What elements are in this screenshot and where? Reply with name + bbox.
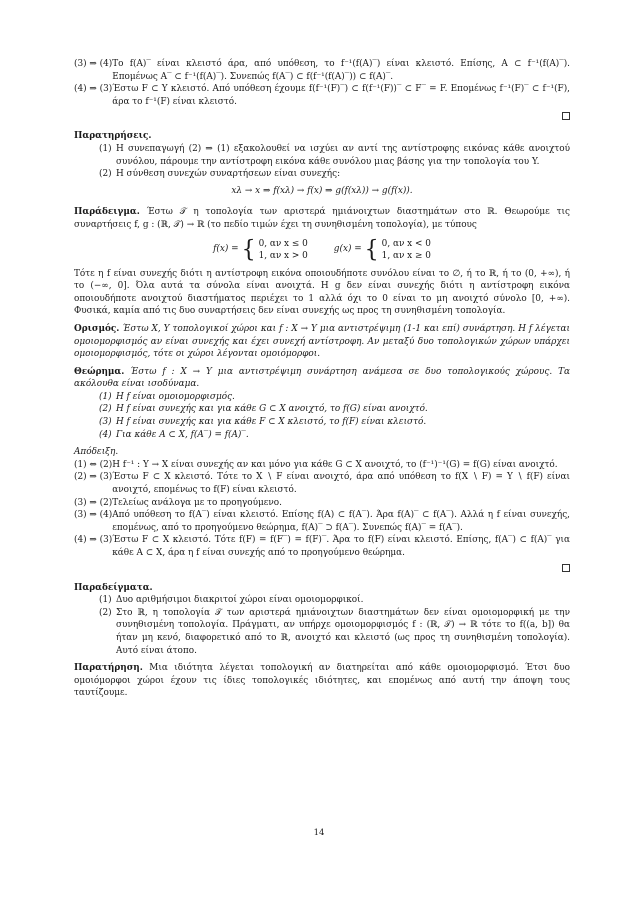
item-text: Η f είναι συνεχής και για κάθε F ⊂ X κλειστό, το f(F) είναι κλειστό. [116, 417, 427, 428]
step-text: Έστω F ⊂ Y κλειστό. Από υπόθεση έχουμε f(f⁻¹(F)‾) ⊂ f(f⁻¹(F))‾ ⊂ F‾ = F. Επομένως f⁻¹(F)‾ ⊂ f⁻¹(F), άρα το f⁻¹(F) είναι κλειστό. [112, 84, 570, 107]
list-item [74, 143, 570, 168]
item-text: Η f είναι συνεχής και για κάθε G ⊂ X ανοιχτό, το f(G) είναι ανοιχτό. [116, 404, 428, 415]
proof-heading: Απόδειξη. [74, 447, 119, 458]
step-label: (3) ⇒ (4) [74, 510, 113, 521]
step-text: Έστω F ⊂ X κλειστό. Τότε f(F) = f(F‾) = f(F)‾. Άρα το f(F) είναι κλειστό. Επίσης, f(A‾) ⊂ f(A)‾ για κάθε A ⊂ X, άρα η f είναι συνεχής από το προηγούμενο θεώρημα. [112, 535, 570, 558]
page-number: 14 [313, 828, 325, 838]
item-number: (2) [99, 404, 112, 415]
item-number: (3) [99, 417, 112, 428]
proof-step [74, 471, 570, 496]
f-definition [213, 235, 308, 263]
final-remark-paragraph [74, 662, 570, 700]
case-line: 0, αν x < 0 [381, 238, 431, 249]
item-text: Η σύνθεση συνεχών συναρτήσεων είναι συνεχής: [116, 169, 341, 180]
proof-step [74, 459, 570, 472]
page-body [74, 58, 570, 700]
brace-icon: { [364, 235, 379, 263]
qed-mark [74, 564, 570, 576]
f-lhs: f(x) = [213, 244, 239, 255]
remarks-heading: Παρατηρήσεις. [74, 131, 152, 142]
final-remark-text: Μια ιδιότητα λέγεται τοπολογική αν διατηρείται από κάθε ομοιομορφισμό. Έτσι δυο ομοιόμορφοι χώροι έχουν τις ίδιες τοπολογικές ιδιότητες, και επομένως από αυτή την άποψη τους ταυτίζουμε. [74, 663, 570, 699]
proof-step [74, 534, 570, 559]
qed-square-icon [562, 564, 570, 572]
step-label: (3) ⇒ (4) [74, 59, 113, 69]
final-remark-heading: Παρατήρηση. [74, 663, 143, 674]
proof-step [74, 497, 570, 510]
list-item [74, 594, 570, 607]
item-number: (1) [99, 143, 112, 154]
example-paragraph [74, 206, 570, 231]
g-cases [382, 238, 431, 262]
theorem-paragraph [74, 366, 570, 391]
example-explanation: Τότε η f είναι συνεχής διότι η αντίστροφη εικόνα οποιουδήποτε συνόλου είναι το ∅, ή το ℝ, ή το (0, +∞), ή το (−∞, 0]. Όλα αυτά τα σύνολα είναι ανοιχτά. Η g δεν είναι συνεχής διότι η αντίστροφη εικόνα οποιουδήποτε ανοιχτού διαστήματος περιέχει το 1 αλλά όχι το 0 είναι το μη ανοιχτό σύνολο [0, +∞). Φυσικά, καμία από τις δυο συναρτήσεις δεν είναι συνεχής ως προς τη συνηθισμένη τοπολογία. [74, 268, 570, 317]
step-label: (2) ⇒ (3) [74, 472, 113, 483]
piecewise-definitions [74, 235, 570, 263]
item-text: Για κάθε A ⊂ X, f(A‾) = f(A)‾. [116, 429, 249, 440]
definition-heading: Ορισμός. [74, 323, 120, 334]
step-text: Τελείως ανάλογα με το προηγούμενο. [112, 497, 282, 508]
case-line: 0, αν x ≤ 0 [258, 238, 308, 249]
definition-text: Έστω X, Y τοπολογικοί χώροι και f : X → Y μια αντιστρέψιμη (1-1 και επί) συνάρτηση. Η f λέγεται ομοιομορφισμός αν είναι συνεχής και έχει συνεχή αντίστροφη. Αν μεταξύ δυο τοπολογικών χώρων υπάρχει ομοιομορφισμός, τότε οι χώροι λέγονται ομοιόμορφοι. [74, 323, 570, 360]
g-lhs: g(x) = [333, 244, 362, 255]
step-text: Έστω F ⊂ X κλειστό. Τότε το X ∖ F είναι ανοιχτό, άρα από υπόθεση το f(X ∖ F) = Y ∖ f(F) είναι ανοιχτό, επομένως το f(F) είναι κλειστό. [112, 472, 570, 496]
proof-step [74, 58, 570, 83]
theorem-text: Έστω f : X → Y μια αντιστρέψιμη συνάρτηση ανάμεσα σε δυο τοπολογικούς χώρους. Τα ακόλουθα είναι ισοδύναμα. [74, 366, 570, 390]
item-number: (1) [99, 595, 112, 606]
list-item [74, 429, 570, 442]
list-item [74, 607, 570, 657]
item-text: Η συνεπαγωγή (2) ⇒ (1) εξακολουθεί να ισχύει αν αντί της αντίστροφης εικόνας κάθε ανοιχτού συνόλου, πάρουμε την αντίστροφη εικόνα κάθε συνόλου μιας βάσης για την τοπολογία του Y. [116, 143, 570, 167]
g-definition [333, 235, 431, 263]
item-text: Δυο αριθμήσιμοι διακριτοί χώροι είναι ομοιομορφικοί. [116, 595, 364, 606]
step-label: (4) ⇒ (3) [74, 84, 113, 95]
list-item [74, 391, 570, 404]
step-label: (3) ⇒ (2) [74, 497, 113, 508]
step-text: Το f(A)‾ είναι κλειστό άρα, από υπόθεση, το f⁻¹(f(A)‾) είναι κλειστό. Επίσης, A ⊂ f⁻¹(f(A)‾). Επομένως A‾ ⊂ f⁻¹(f(A)‾). Συνεπώς f(A‾) ⊂ f(f⁻¹(f(A)‾)) ⊂ f(A)‾. [112, 59, 570, 82]
step-label: (1) ⇔ (2) [74, 459, 113, 470]
theorem-heading: Θεώρημα. [74, 366, 125, 377]
list-item [74, 403, 570, 416]
step-label: (4) ⇒ (3) [74, 535, 113, 546]
item-text: Η f είναι ομοιομορφισμός. [116, 391, 235, 402]
list-item [74, 416, 570, 429]
examples-heading: Παραδείγματα. [74, 582, 153, 593]
item-number: (2) [99, 169, 112, 180]
item-number: (1) [99, 391, 112, 402]
list-item [74, 168, 570, 181]
brace-icon: { [241, 235, 256, 263]
step-text: Η f⁻¹ : Y → X είναι συνεχής αν και μόνο για κάθε G ⊂ X ανοιχτό, το (f⁻¹)⁻¹(G) = f(G) είναι ανοιχτό. [112, 459, 558, 470]
item-text: Στο ℝ, η τοπολογία 𝒯 των αριστερά ημιάνοιχτων διαστημάτων δεν είναι ομοιομορφική με την συνηθισμένη τοπολογία. Πράγματι, αν υπήρχε ομοιομορφισμός f : (ℝ, 𝒯) → ℝ τότε το f((a, b]) θα ήταν μη κενό, διαφορετικό από το ℝ, ανοιχτό και κλειστό (ως προς τη συνηθισμένη τοπολογία). Αυτό είναι άτοπο. [116, 607, 570, 656]
case-line: 1, αν x > 0 [258, 250, 308, 261]
qed-mark [74, 112, 570, 124]
proof-step [74, 83, 570, 108]
item-number: (2) [99, 607, 112, 618]
definition-paragraph [74, 323, 570, 361]
item-number: (4) [99, 429, 112, 440]
display-formula: xλ → x ⇒ f(xλ) → f(x) ⇒ g(f(xλ)) → g(f(x)). [231, 185, 413, 196]
f-cases [259, 238, 308, 262]
step-text: Από υπόθεση το f(A‾) είναι κλειστό. Επίσης f(A) ⊂ f(A‾). Άρα f(A)‾ ⊂ f(A‾). Αλλά η f είναι συνεχής, επομένως, από το προηγούμενο θεώρημα, f(A)‾ ⊃ f(A‾). Συνεπώς f(A)‾ = f(A‾). [112, 510, 570, 533]
qed-square-icon [562, 112, 570, 120]
case-line: 1, αν x ≥ 0 [381, 250, 431, 261]
proof-step [74, 509, 570, 534]
example-intro: Έστω 𝒯 η τοπολογία των αριστερά ημιάνοιχτων διαστημάτων στο ℝ. Θεωρούμε τις συναρτήσεις f, g : (ℝ, 𝒯) → ℝ (το πεδίο τιμών έχει τη συνηθισμένη τοπολογία), με τύπους [74, 207, 570, 230]
example-heading: Παράδειγμα. [74, 207, 140, 218]
